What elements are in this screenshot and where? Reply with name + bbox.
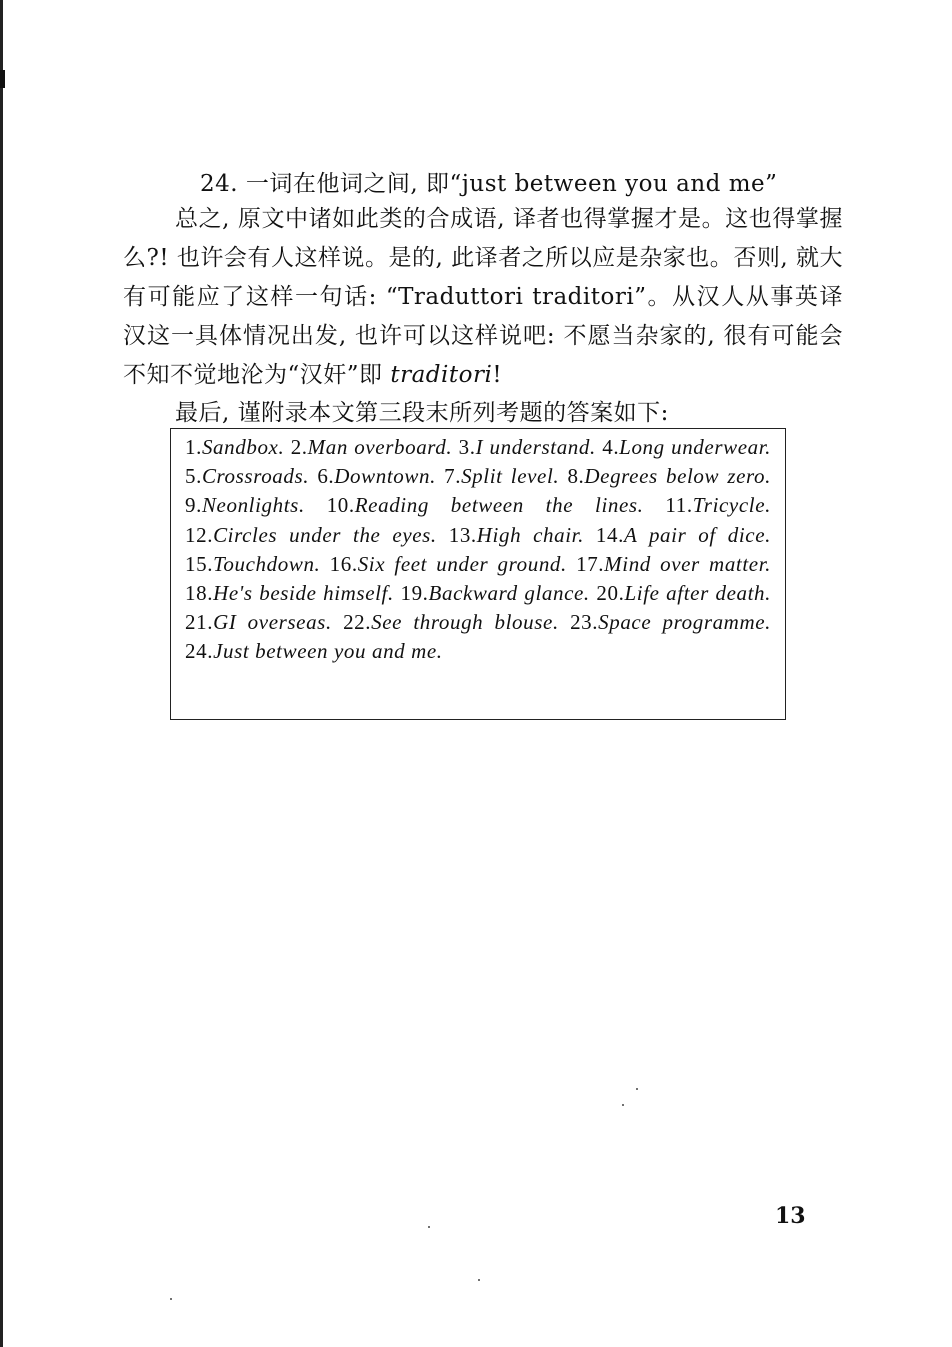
scan-speck <box>428 1226 430 1228</box>
answer-text: Just between you and me. <box>213 639 443 664</box>
answer-item <box>317 464 436 488</box>
answer-box <box>170 428 786 720</box>
answer-text: He's beside himself. <box>213 581 394 606</box>
answer-text: Life after death. <box>624 581 771 606</box>
answer-number: 19. <box>400 581 429 606</box>
summary-end: ! <box>492 362 503 388</box>
answer-number: 10. <box>326 493 355 518</box>
answer-number: 20. <box>596 581 625 606</box>
summary-text: 总之, 原文中诸如此类的合成语, 译者也得掌握才是。这也得掌握么?! 也许会有人这样说。是的, 此译者之所以应是杂家也。否则, 就大有可能应了这样一句话: “Traduttori traditori”。从汉人从事英译汉这一具体情况出发, 也许可以这样说吧: 不愿当杂家的, 很有可能会不知不觉地沦为“汉奸”即 <box>123 206 843 388</box>
answer-number: 22. <box>343 610 372 635</box>
answer-item <box>444 464 559 488</box>
answer-number: 8. <box>567 464 585 489</box>
answer-text: Degrees below zero. <box>584 464 771 489</box>
answer-text: A pair of dice. <box>623 522 771 547</box>
answer-item <box>449 523 584 547</box>
answer-text: Downtown. <box>334 464 436 489</box>
answer-item <box>327 493 644 517</box>
answer-item <box>185 552 320 576</box>
answer-number: 21. <box>185 610 214 635</box>
answer-number: 11. <box>665 493 693 518</box>
answer-item <box>185 610 332 634</box>
answer-number: 1. <box>185 435 202 459</box>
answer-number: 6. <box>317 464 335 489</box>
answer-number: 24. <box>185 639 214 664</box>
answer-text: Backward glance. <box>428 581 590 606</box>
answer-number: 15. <box>185 551 214 576</box>
scan-speck <box>622 1104 624 1106</box>
answer-list <box>185 433 771 667</box>
answer-item <box>665 493 771 517</box>
item-24-quote: “just between you and me” <box>449 171 778 197</box>
answer-number: 18. <box>185 581 214 606</box>
answer-item <box>570 610 771 634</box>
answer-text: Split level. <box>461 464 560 489</box>
answer-number: 16. <box>329 551 358 576</box>
answer-number: 12. <box>185 522 214 547</box>
answer-text: Tricycle. <box>692 493 771 518</box>
page-edge-mark <box>0 70 5 88</box>
answer-text: Reading between the lines. <box>354 493 644 518</box>
answer-item <box>596 581 771 605</box>
scan-speck <box>636 1088 638 1090</box>
page-left-edge <box>0 0 3 1347</box>
answer-text: Six feet under ground. <box>357 551 567 576</box>
answer-item <box>343 610 559 634</box>
answer-text: See through blouse. <box>371 610 559 635</box>
answer-text: Man overboard. <box>307 435 453 459</box>
page-number: 13 <box>775 1203 806 1229</box>
answer-text: High chair. <box>476 522 584 547</box>
answer-item <box>291 435 453 459</box>
answer-item <box>602 435 771 459</box>
answer-item <box>185 581 394 605</box>
answer-item <box>459 435 596 459</box>
answer-text: Neonlights. <box>201 493 305 518</box>
answer-item <box>400 581 589 605</box>
answer-number: 4. <box>602 435 620 459</box>
answer-item <box>185 464 309 488</box>
answer-text: Long underwear. <box>619 435 772 459</box>
answer-text: Crossroads. <box>201 464 310 489</box>
traditori-italic: traditori <box>390 362 493 388</box>
answer-number: 13. <box>448 522 477 547</box>
answer-item <box>185 493 305 517</box>
answer-number: 2. <box>290 435 308 459</box>
answer-text: Mind over matter. <box>604 551 772 576</box>
answer-item <box>185 523 437 547</box>
answer-text: Space programme. <box>598 610 771 635</box>
scan-speck <box>478 1279 480 1281</box>
scan-speck <box>170 1298 172 1300</box>
answer-item <box>185 435 284 459</box>
answer-item <box>596 523 771 547</box>
answer-text: Circles under the eyes. <box>213 522 437 547</box>
summary-paragraph <box>123 200 843 395</box>
answer-number: 5. <box>185 464 202 489</box>
answer-text: Touchdown. <box>213 551 321 576</box>
item-24-prefix: 24. 一词在他词之间, 即 <box>200 171 450 197</box>
answer-item <box>576 552 771 576</box>
item-24-line <box>200 165 840 204</box>
answer-item <box>330 552 567 576</box>
answers-intro: 最后, 谨附录本文第三段末所列考题的答案如下: <box>175 400 669 426</box>
answer-number: 7. <box>444 464 462 489</box>
answer-number: 3. <box>458 435 476 459</box>
answer-item <box>185 639 443 663</box>
answer-number: 17. <box>576 551 605 576</box>
answer-text: Sandbox. <box>201 435 285 459</box>
answer-text: GI overseas. <box>213 610 332 635</box>
answer-number: 23. <box>570 610 599 635</box>
answer-number: 9. <box>185 493 202 518</box>
answer-number: 14. <box>595 522 624 547</box>
answer-text: I understand. <box>475 435 596 459</box>
answer-item <box>567 464 771 488</box>
